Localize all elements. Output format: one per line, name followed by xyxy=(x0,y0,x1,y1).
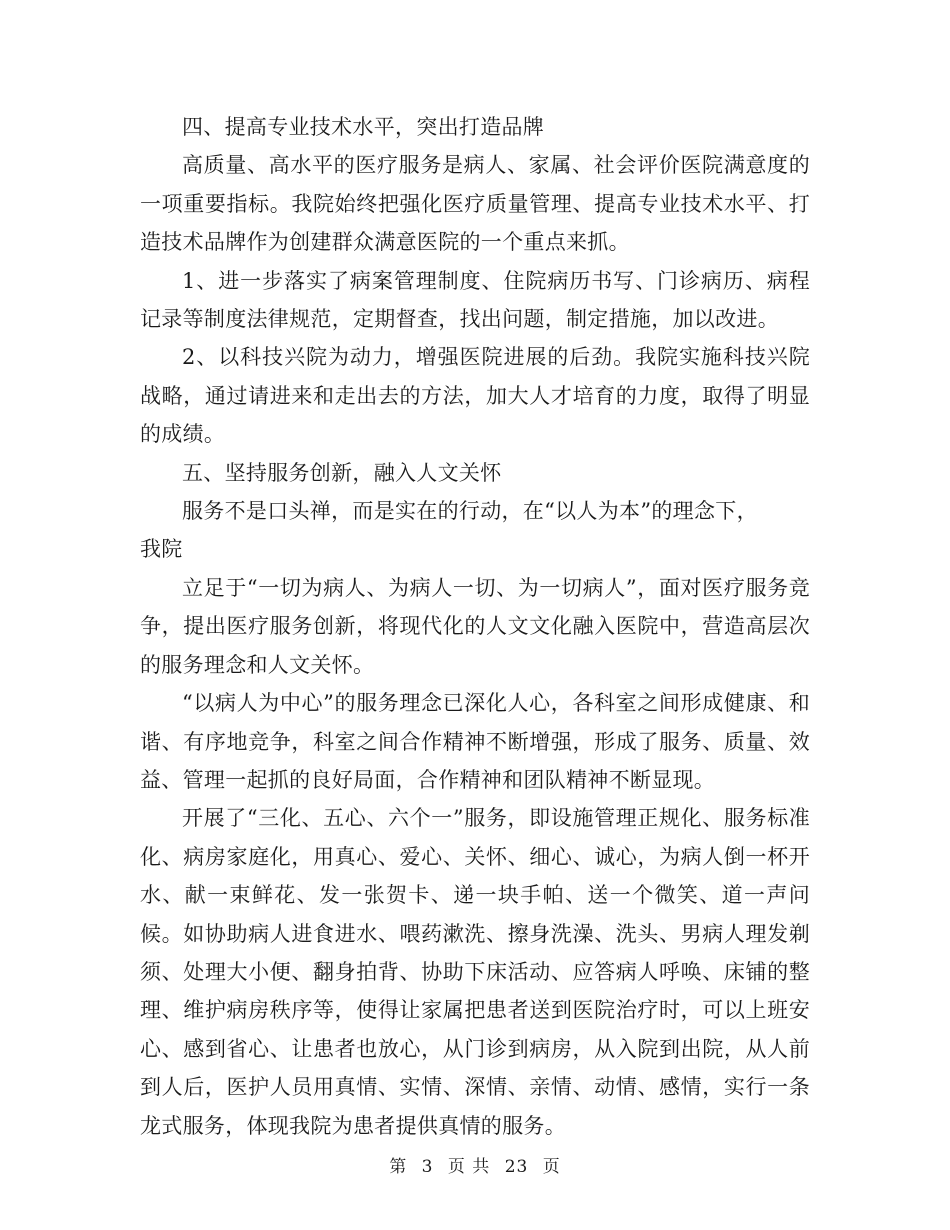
page-footer xyxy=(0,1152,950,1177)
total-page-count: 23 xyxy=(504,1157,529,1177)
paragraph: 高质量、高水平的医疗服务是病人、家属、社会评价医院满意度的一项重要指标。我院始终把强化医疗质量管理、提高专业技术水平、打造技术品牌作为创建群众满意医院的一个重点来抓。 xyxy=(140,153,810,255)
document-body xyxy=(140,108,810,1145)
paragraph: 1、进一步落实了病案管理制度、住院病历书写、门诊病历、病程记录等制度法律规范，定期督查，找出问题，制定措施，加以改进。 xyxy=(140,268,810,332)
footer-middle: 页 共 xyxy=(447,1157,491,1177)
section-heading-4: 四、提高专业技术水平，突出打造品牌 xyxy=(182,115,545,139)
section-heading-5: 五、坚持服务创新，融入人文关怀 xyxy=(182,460,502,485)
paragraph: 2、以科技兴院为动力，增强医院进展的后劲。我院实施科技兴院战略，通过请进来和走出去的方法，加大人才培育的力度，取得了明显的成绩。 xyxy=(140,345,810,447)
paragraph: 立足于“一切为病人、为病人一切、为一切病人”，面对医疗服务竞争，提出医疗服务创新，将现代化的人文文化融入医院中，营造高层次的服务理念和人文关怀。 xyxy=(140,575,810,677)
paragraph: “以病人为中心”的服务理念已深化人心，各科室之间形成健康、和谐、有序地竞争，科室之间合作精神不断增强，形成了服务、质量、效益、管理一起抓的良好局面，合作精神和团队精神不断显现。 xyxy=(140,691,810,792)
footer-prefix: 第 xyxy=(389,1157,408,1177)
paragraph: 我院 xyxy=(140,537,183,562)
paragraph: 服务不是口头禅，而是实在的行动，在“以人为本”的理念下， xyxy=(182,499,758,524)
current-page-number: 3 xyxy=(421,1157,434,1177)
paragraph: 开展了“三化、五心、六个一”服务，即设施管理正规化、服务标准化、病房家庭化，用真心、爱心、关怀、细心、诚心，为病人倒一杯开水、献一束鲜花、发一张贺卡、递一块手帕、送一个微笑、道一声问候。如协助病人进食进水、喂药漱洗、擦身洗澡、洗头、男病人理发剃须、处理大小便、翻身拍背、协助下床活动、应答病人呼唤、床铺的整理、维护病房秩序等，使得让家属把患者送到医院治疗时，可以上班安心、感到省心、让患者也放心，从门诊到病房，从入院到出院，从人前到人后，医护人员用真情、实情、深情、亲情、动情、感情，实行一条龙式服务，体现我院为患者提供真情的服务。 xyxy=(140,806,810,1138)
footer-suffix: 页 xyxy=(542,1157,561,1177)
